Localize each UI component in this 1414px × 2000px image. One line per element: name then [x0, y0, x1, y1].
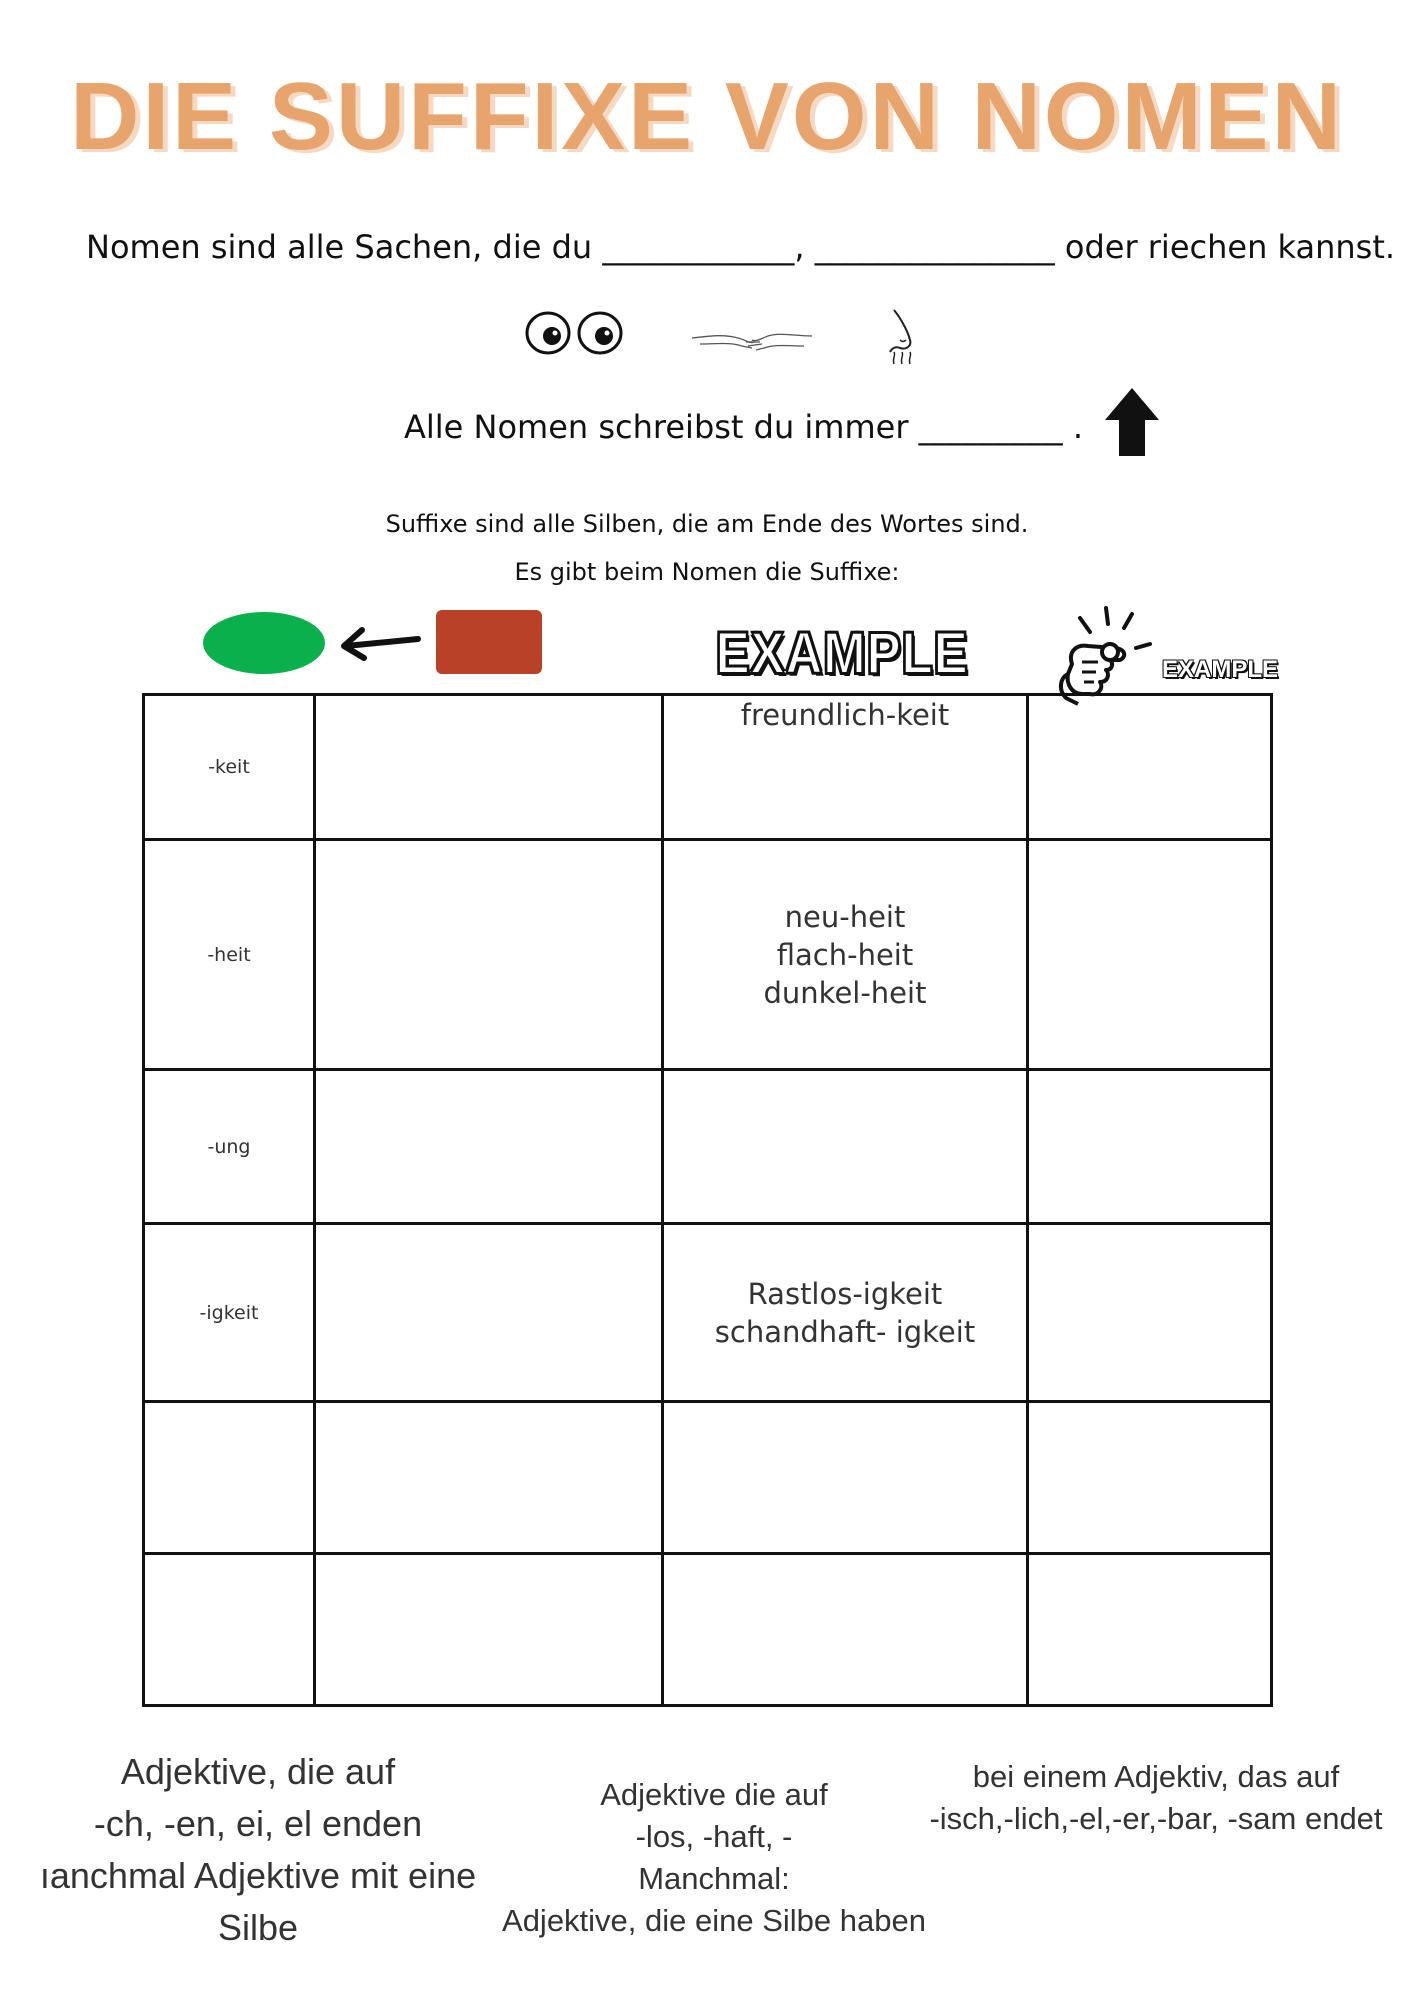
answer-cell[interactable] — [315, 695, 663, 840]
answer-cell[interactable] — [1028, 1554, 1272, 1706]
suffix-definition: Suffixe sind alle Silben, die am Ende des Wortes sind. — [385, 510, 1029, 538]
answer-cell[interactable] — [1028, 840, 1272, 1070]
table-row — [144, 695, 1272, 840]
suffix-cell: -ung — [144, 1070, 315, 1224]
up-arrow-icon — [1103, 386, 1161, 458]
suffix-cell: -igkeit — [144, 1224, 315, 1402]
example-cell[interactable] — [663, 1402, 1028, 1554]
answer-cell[interactable] — [1028, 695, 1272, 840]
answer-cell[interactable] — [315, 1554, 663, 1706]
eyes-icon — [524, 310, 628, 356]
red-box — [436, 610, 542, 674]
page-title: DIE SUFFIXE VON NOMEN — [70, 63, 1344, 170]
answer-cell[interactable] — [315, 1402, 663, 1554]
hands-icon — [690, 322, 814, 356]
note-right: bei einem Adjektiv, das auf -isch,-lich,-el,-er,-bar, -sam endet — [929, 1759, 1383, 1836]
note-middle: Adjektive die auf -los, -haft, - Manchmal: Adjektive, die eine Silbe haben — [502, 1777, 926, 1938]
table-row — [144, 840, 1272, 1070]
example-cell[interactable] — [663, 1554, 1028, 1706]
suffix-list-intro: Es gibt beim Nomen die Suffixe: — [514, 558, 900, 586]
nose-icon — [880, 306, 924, 368]
answer-cell[interactable] — [315, 1070, 663, 1224]
suffix-cell: -heit — [144, 840, 315, 1070]
suffix-table — [142, 693, 1273, 1707]
answer-cell[interactable] — [1028, 1224, 1272, 1402]
table-row — [144, 1402, 1272, 1554]
example-cell — [663, 1070, 1028, 1224]
green-blob — [203, 612, 325, 674]
answer-cell[interactable] — [315, 1224, 663, 1402]
answer-cell[interactable] — [315, 840, 663, 1070]
example-cell: Rastlos-igkeit schandhaft- igkeit — [663, 1224, 1028, 1402]
example-badge-large: EXAMPLE — [715, 621, 969, 686]
intro-sentence: Nomen sind alle Sachen, die du ____________, _______________ oder riechen kannst. — [86, 228, 1396, 266]
table-row — [144, 1070, 1272, 1224]
arrow-left-icon — [336, 622, 422, 662]
example-cell: freundlich-keit — [663, 695, 1028, 840]
suffix-cell[interactable] — [144, 1402, 315, 1554]
answer-cell[interactable] — [1028, 1070, 1272, 1224]
example-badge-small: EXAMPLE — [1162, 656, 1279, 683]
table-row — [144, 1554, 1272, 1706]
suffix-cell[interactable] — [144, 1554, 315, 1706]
caps-sentence: Alle Nomen schreibst du immer _________ . — [404, 408, 1083, 446]
example-cell: neu-heit flach-heit dunkel-heit — [663, 840, 1028, 1070]
table-row — [144, 1224, 1272, 1402]
suffix-cell: -keit — [144, 695, 315, 840]
note-left: Adjektive, die auf -ch, -en, ei, el enden ıanchmal Adjektive mit eine Silbe — [39, 1751, 477, 1948]
answer-cell[interactable] — [1028, 1402, 1272, 1554]
